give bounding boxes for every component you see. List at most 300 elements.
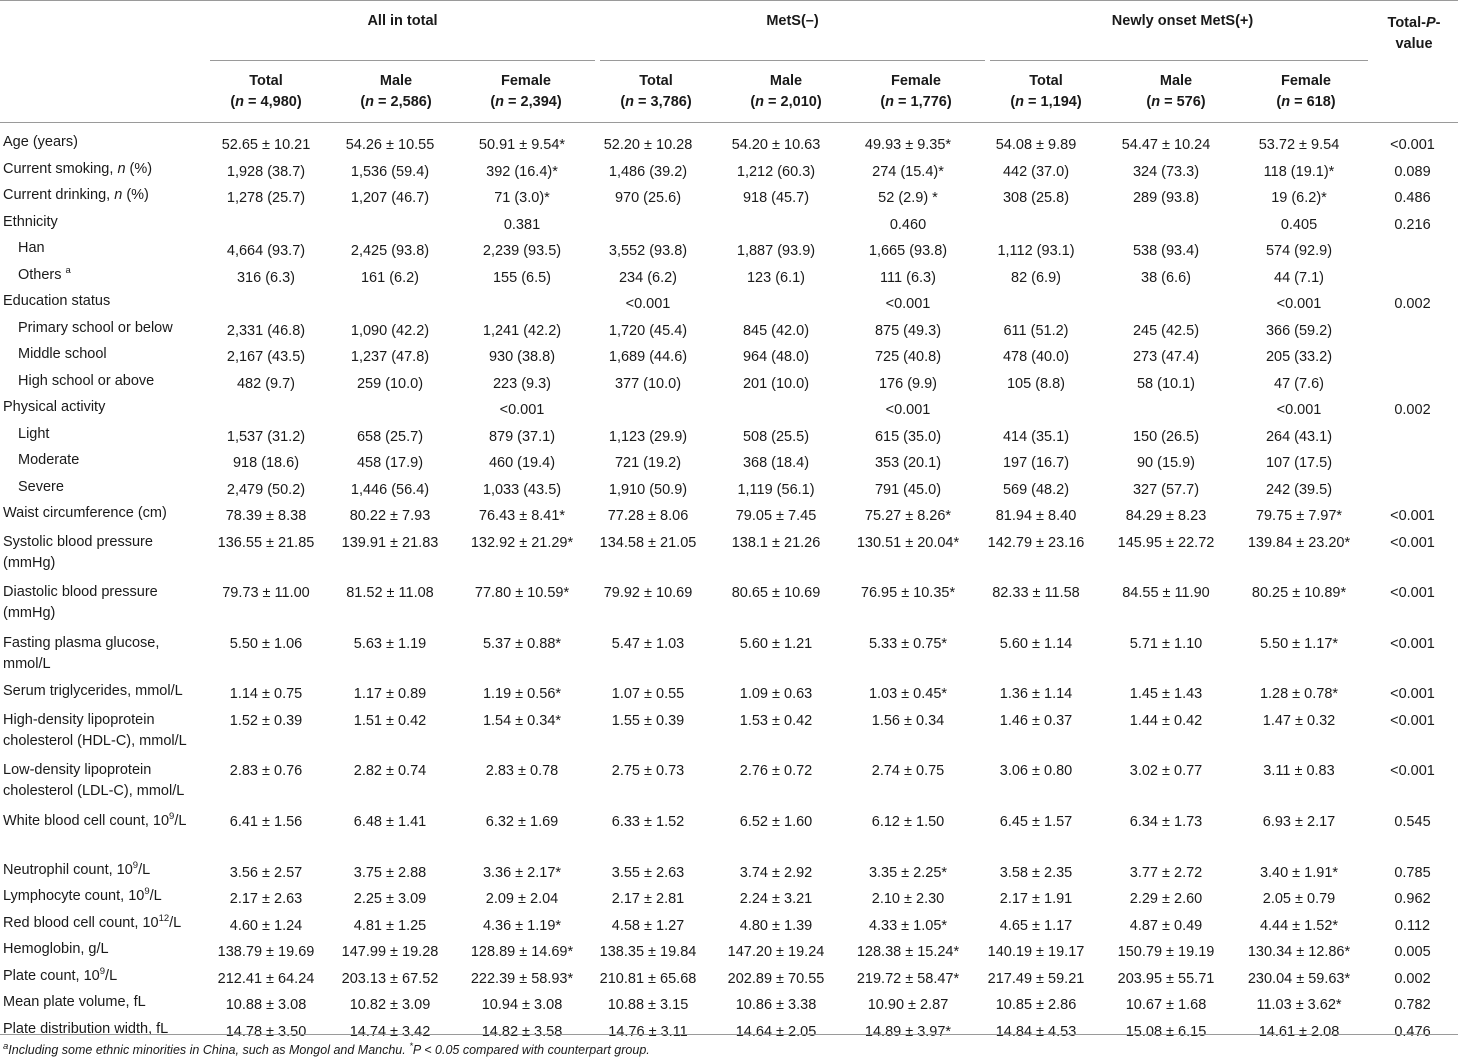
value-cell: 918 (18.6) bbox=[232, 455, 300, 471]
value-cell: 4.36 ± 1.19* bbox=[482, 917, 562, 934]
value-cell: 6.34 ± 1.73 bbox=[1129, 813, 1203, 830]
table-row bbox=[0, 913, 1458, 940]
value-cell: 14.89 ± 3.97* bbox=[864, 1023, 952, 1040]
value-cell: 366 (59.2) bbox=[1265, 322, 1333, 339]
value-cell: 49.93 ± 9.35* bbox=[864, 137, 952, 153]
value-cell: <0.001 bbox=[499, 402, 545, 418]
table-row bbox=[0, 860, 1458, 887]
value-cell: 6.12 ± 1.50 bbox=[871, 813, 945, 830]
value-cell: 1.55 ± 0.39 bbox=[611, 712, 685, 729]
value-cell: 2.17 ± 2.63 bbox=[229, 891, 303, 908]
value-cell: 79.73 ± 11.00 bbox=[222, 585, 310, 602]
subcolumn-n: (n = 1,194) bbox=[1010, 94, 1082, 110]
pvalue-cell bbox=[1367, 238, 1458, 265]
value-cell: 54.47 ± 10.24 bbox=[1121, 137, 1211, 153]
value-cell: 1.56 ± 0.34 bbox=[871, 712, 945, 729]
value-cell: 4.81 ± 1.25 bbox=[353, 917, 427, 934]
value-cell bbox=[207, 397, 325, 424]
value-cell: 3.75 ± 2.88 bbox=[353, 864, 427, 881]
value-cell bbox=[707, 291, 845, 318]
value-cell: 4.80 ± 1.39 bbox=[739, 917, 813, 934]
row-label: Ethnicity bbox=[3, 213, 58, 230]
value-cell: 210.81 ± 65.68 bbox=[599, 970, 697, 987]
value-cell: 3.74 ± 2.92 bbox=[739, 864, 813, 881]
table-row bbox=[0, 992, 1458, 1019]
subcolumn-label: Female bbox=[501, 73, 551, 89]
value-cell: 5.60 ± 1.21 bbox=[739, 635, 813, 652]
value-cell: 50.91 ± 9.54* bbox=[478, 137, 566, 153]
subcolumn-header bbox=[1247, 71, 1365, 113]
value-cell bbox=[971, 212, 1101, 239]
top-rule bbox=[0, 0, 1458, 1]
value-cell bbox=[325, 397, 455, 424]
value-cell: 5.47 ± 1.03 bbox=[611, 635, 685, 652]
pvalue-cell: 0.112 bbox=[1394, 917, 1431, 934]
subcolumn-header bbox=[727, 71, 845, 113]
value-cell: 3.55 ± 2.63 bbox=[611, 864, 685, 881]
value-cell: 611 (51.2) bbox=[1003, 322, 1069, 339]
value-cell: 14.82 ± 3.58 bbox=[481, 1023, 563, 1040]
table-row bbox=[0, 886, 1458, 913]
value-cell: 5.37 ± 0.88* bbox=[482, 635, 562, 652]
value-cell: 130.51 ± 20.04* bbox=[856, 534, 960, 551]
data-table bbox=[0, 132, 1458, 1045]
row-label: White blood cell count, $10^9/L$ bbox=[3, 811, 187, 829]
value-cell bbox=[207, 212, 325, 239]
value-cell: 80.25 ± 10.89* bbox=[1251, 585, 1347, 602]
value-cell: 721 (19.2) bbox=[614, 455, 682, 471]
row-label: Severe bbox=[18, 478, 64, 495]
value-cell: 1,241 (42.2) bbox=[482, 322, 562, 339]
value-cell: 3.77 ± 2.72 bbox=[1129, 864, 1203, 881]
table-row bbox=[0, 185, 1458, 212]
table-row bbox=[0, 159, 1458, 186]
subcolumn-label: Total bbox=[249, 73, 283, 89]
value-cell: 3.36 ± 2.17* bbox=[482, 864, 562, 881]
subcolumn-header bbox=[467, 71, 585, 113]
value-cell: 138.1 ± 21.26 bbox=[731, 534, 821, 551]
value-cell: 80.22 ± 7.93 bbox=[349, 508, 431, 524]
value-cell: 1.51 ± 0.42 bbox=[353, 712, 427, 729]
value-cell: 10.88 ± 3.15 bbox=[607, 997, 689, 1014]
value-cell: 53.72 ± 9.54 bbox=[1258, 137, 1340, 153]
value-cell: 76.43 ± 8.41* bbox=[478, 508, 566, 524]
value-cell: 5.50 ± 1.17* bbox=[1259, 635, 1339, 652]
value-cell: 2.09 ± 2.04 bbox=[485, 891, 559, 908]
value-cell: 44 (7.1) bbox=[1274, 269, 1324, 286]
value-cell: 4.44 ± 1.52* bbox=[1259, 917, 1339, 934]
value-cell: 918 (45.7) bbox=[742, 190, 810, 206]
value-cell: 202.89 ± 70.55 bbox=[727, 970, 825, 987]
group-rule bbox=[600, 60, 985, 61]
value-cell: 482 (9.7) bbox=[236, 375, 296, 392]
value-cell: 658 (25.7) bbox=[356, 428, 424, 445]
value-cell: 273 (47.4) bbox=[1132, 349, 1200, 365]
value-cell: 80.65 ± 10.69 bbox=[731, 585, 821, 602]
subcolumn-label: Male bbox=[769, 73, 803, 89]
row-label: Education status bbox=[3, 293, 111, 309]
value-cell: 128.89 ± 14.69* bbox=[470, 944, 574, 961]
value-cell: <0.001 bbox=[885, 402, 931, 418]
value-cell: 10.85 ± 2.86 bbox=[995, 997, 1077, 1014]
row-label: Plate distribution width, fL bbox=[3, 1020, 169, 1037]
value-cell: 111 (6.3) bbox=[880, 269, 936, 286]
value-cell: 145.95 ± 22.72 bbox=[1117, 534, 1215, 551]
value-cell: 52.20 ± 10.28 bbox=[603, 137, 693, 153]
value-cell: 1.44 ± 0.42 bbox=[1129, 712, 1203, 729]
value-cell: 79.05 ± 7.45 bbox=[735, 508, 817, 524]
row-label: Waist circumference (cm) bbox=[3, 505, 167, 521]
value-cell bbox=[707, 212, 845, 239]
value-cell: 79.75 ± 7.97* bbox=[1255, 508, 1343, 524]
table-row bbox=[0, 318, 1458, 345]
table-row bbox=[0, 809, 1458, 860]
value-cell: 147.20 ± 19.24 bbox=[727, 944, 825, 961]
value-cell: 569 (48.2) bbox=[1002, 481, 1070, 498]
value-cell: 1,486 (39.2) bbox=[608, 163, 688, 180]
value-cell: 1.52 ± 0.39 bbox=[229, 712, 303, 729]
value-cell: 845 (42.0) bbox=[742, 322, 810, 339]
pvalue-cell: <0.001 bbox=[1390, 137, 1435, 153]
value-cell bbox=[207, 291, 325, 318]
table-row bbox=[0, 708, 1458, 759]
table-row bbox=[0, 580, 1458, 631]
value-cell bbox=[325, 291, 455, 318]
pvalue-cell bbox=[1367, 344, 1458, 371]
value-cell: 4.87 ± 0.49 bbox=[1129, 917, 1203, 934]
value-cell: 392 (16.4)* bbox=[486, 163, 558, 180]
value-cell: 2,331 (46.8) bbox=[226, 322, 306, 339]
table-row bbox=[0, 397, 1458, 424]
value-cell: 4,664 (93.7) bbox=[226, 243, 306, 259]
row-label: Lymphocyte count, $10^9/L$ bbox=[3, 886, 162, 905]
value-cell: 84.55 ± 11.90 bbox=[1122, 585, 1210, 602]
value-cell: 6.48 ± 1.41 bbox=[353, 813, 427, 830]
value-cell: 4.65 ± 1.17 bbox=[999, 917, 1073, 934]
value-cell: 1,278 (25.7) bbox=[226, 190, 306, 206]
value-cell: 6.32 ± 1.69 bbox=[485, 813, 559, 830]
value-cell: 1.46 ± 0.37 bbox=[999, 712, 1073, 729]
value-cell: 14.76 ± 3.11 bbox=[608, 1023, 688, 1040]
subcolumn-n: (n = 2,586) bbox=[360, 94, 432, 110]
value-cell: 4.60 ± 1.24 bbox=[229, 917, 303, 934]
value-cell: 2.75 ± 0.73 bbox=[611, 763, 685, 780]
value-cell: 458 (17.9) bbox=[356, 455, 424, 471]
value-cell: 14.64 ± 2.05 bbox=[735, 1023, 817, 1040]
row-label: Middle school bbox=[18, 346, 107, 362]
pvalue-cell: 0.002 bbox=[1394, 296, 1431, 312]
value-cell: 10.82 ± 3.09 bbox=[349, 997, 431, 1014]
value-cell: 82.33 ± 11.58 bbox=[992, 585, 1080, 602]
subcolumn-n: (n = 2,010) bbox=[750, 94, 822, 110]
subcolumn-label: Total bbox=[639, 73, 673, 89]
value-cell bbox=[1101, 212, 1231, 239]
pvalue-cell: 0.005 bbox=[1394, 944, 1431, 961]
group-header-all: All in total bbox=[367, 13, 438, 29]
value-cell: 15.08 ± 6.15 bbox=[1125, 1023, 1207, 1040]
value-cell: 970 (25.6) bbox=[614, 190, 682, 206]
value-cell: 1.09 ± 0.63 bbox=[739, 686, 813, 703]
value-cell: 5.63 ± 1.19 bbox=[353, 635, 427, 652]
group-rule bbox=[210, 60, 595, 61]
value-cell: 230.04 ± 59.63* bbox=[1247, 970, 1351, 987]
value-cell: 203.13 ± 67.52 bbox=[341, 970, 439, 987]
value-cell bbox=[971, 291, 1101, 318]
value-cell: 150 (26.5) bbox=[1132, 428, 1200, 445]
row-label: Low-density lipoprotein cholesterol (LDL-C), mmol/L bbox=[3, 762, 185, 800]
value-cell: 0.405 bbox=[1280, 216, 1318, 233]
value-cell: 2.83 ± 0.76 bbox=[229, 763, 303, 780]
value-cell: 1,928 (38.7) bbox=[226, 163, 306, 180]
footnote: $^a$Including some ethnic minorities in China, such as Mongol and Manchu. *P < 0.05 compared with counterpart group. bbox=[3, 1040, 650, 1057]
value-cell: 2.25 ± 3.09 bbox=[353, 891, 427, 908]
value-cell: 3,552 (93.8) bbox=[608, 243, 688, 259]
value-cell: 2,479 (50.2) bbox=[226, 481, 306, 498]
value-cell: 107 (17.5) bbox=[1265, 455, 1333, 471]
value-cell: 54.26 ± 10.55 bbox=[345, 137, 435, 153]
row-label: Physical activity bbox=[3, 399, 106, 415]
value-cell: 414 (35.1) bbox=[1002, 428, 1070, 445]
value-cell: <0.001 bbox=[1276, 296, 1322, 312]
pvalue-cell bbox=[1367, 450, 1458, 477]
value-cell: 222.39 ± 58.93* bbox=[470, 970, 574, 987]
value-cell: 353 (20.1) bbox=[874, 455, 942, 471]
value-cell: 10.88 ± 3.08 bbox=[225, 997, 307, 1014]
pvalue-cell: 0.782 bbox=[1394, 997, 1431, 1014]
row-label: Diastolic blood pressure (mmHg) bbox=[3, 584, 158, 622]
value-cell: 1.53 ± 0.42 bbox=[739, 712, 813, 729]
value-cell: 791 (45.0) bbox=[874, 481, 942, 498]
value-cell: 1,665 (93.8) bbox=[868, 243, 948, 259]
row-label: Hemoglobin, g/L bbox=[3, 941, 109, 958]
value-cell: 2,167 (43.5) bbox=[226, 349, 306, 365]
value-cell: 1,237 (47.8) bbox=[350, 349, 430, 365]
table-row bbox=[0, 238, 1458, 265]
value-cell: 1,537 (31.2) bbox=[226, 428, 306, 445]
table-row bbox=[0, 424, 1458, 451]
table-row bbox=[0, 631, 1458, 682]
group-header-mets-pos: Newly onset MetS(+) bbox=[1111, 13, 1254, 29]
value-cell: 223 (9.3) bbox=[492, 375, 552, 392]
value-cell: 3.02 ± 0.77 bbox=[1129, 763, 1203, 780]
value-cell: 1.03 ± 0.45* bbox=[868, 686, 948, 703]
subcolumn-label: Female bbox=[1281, 73, 1331, 89]
value-cell: 4.33 ± 1.05* bbox=[868, 917, 948, 934]
value-cell: 3.11 ± 0.83 bbox=[1263, 763, 1335, 780]
pvalue-cell: 0.089 bbox=[1394, 163, 1431, 180]
value-cell: 3.40 ± 1.91* bbox=[1259, 864, 1339, 881]
value-cell: 90 (15.9) bbox=[1136, 455, 1196, 471]
subcolumn-n: (n = 1,776) bbox=[880, 94, 952, 110]
value-cell: 47 (7.6) bbox=[1274, 375, 1324, 392]
row-label: Mean plate volume, fL bbox=[3, 994, 146, 1011]
value-cell: 0.381 bbox=[503, 216, 541, 233]
subcolumn-label: Total bbox=[1029, 73, 1063, 89]
row-label: Plate count, $10^9/L$ bbox=[3, 965, 118, 984]
value-cell: 2.83 ± 0.78 bbox=[485, 763, 559, 780]
value-cell: 138.79 ± 19.69 bbox=[217, 944, 315, 961]
pvalue-cell: <0.001 bbox=[1390, 763, 1435, 780]
value-cell: 10.90 ± 2.87 bbox=[867, 997, 949, 1014]
subcolumn-label: Female bbox=[891, 73, 941, 89]
value-cell: 1.36 ± 1.14 bbox=[999, 686, 1073, 703]
table-row bbox=[0, 344, 1458, 371]
pvalue-cell bbox=[1367, 318, 1458, 345]
value-cell: 1,720 (45.4) bbox=[608, 322, 688, 339]
pvalue-cell: <0.001 bbox=[1390, 712, 1435, 729]
value-cell: 324 (73.3) bbox=[1132, 163, 1200, 180]
table-row bbox=[0, 477, 1458, 504]
value-cell: 478 (40.0) bbox=[1002, 349, 1070, 365]
row-label: Current drinking, n (%) bbox=[3, 187, 149, 203]
value-cell: 2.17 ± 1.91 bbox=[999, 891, 1073, 908]
value-cell: 3.56 ± 2.57 bbox=[229, 864, 303, 881]
subcolumn-header bbox=[337, 71, 455, 113]
value-cell: 5.33 ± 0.75* bbox=[868, 635, 948, 652]
pvalue-cell: 0.486 bbox=[1394, 190, 1431, 206]
value-cell: 2.29 ± 2.60 bbox=[1129, 891, 1203, 908]
row-label: Primary school or below bbox=[18, 319, 173, 336]
value-cell: 316 (6.3) bbox=[236, 269, 296, 286]
value-cell: 5.60 ± 1.14 bbox=[999, 635, 1073, 652]
table-row bbox=[0, 450, 1458, 477]
value-cell: 150.79 ± 19.19 bbox=[1117, 944, 1215, 961]
value-cell: 1,212 (60.3) bbox=[736, 163, 816, 180]
value-cell: 725 (40.8) bbox=[874, 349, 942, 365]
value-cell: 574 (92.9) bbox=[1265, 243, 1333, 259]
value-cell: <0.001 bbox=[885, 296, 931, 312]
subcolumn-n: (n = 618) bbox=[1276, 94, 1336, 110]
value-cell: 52 (2.9) * bbox=[878, 190, 938, 206]
value-cell: 1,207 (46.7) bbox=[350, 190, 430, 206]
subcolumn-n: (n = 576) bbox=[1146, 94, 1206, 110]
value-cell: 197 (16.7) bbox=[1002, 455, 1070, 471]
value-cell: 134.58 ± 21.05 bbox=[599, 534, 697, 551]
value-cell bbox=[971, 397, 1101, 424]
subcolumn-n: (n = 2,394) bbox=[490, 94, 562, 110]
value-cell: 1,910 (50.9) bbox=[608, 481, 688, 498]
value-cell: 176 (9.9) bbox=[878, 375, 938, 392]
value-cell: 81.94 ± 8.40 bbox=[995, 508, 1077, 524]
value-cell: 58 (10.1) bbox=[1136, 375, 1196, 392]
pvalue-cell bbox=[1367, 371, 1458, 398]
row-label: Light bbox=[18, 425, 50, 442]
value-cell: 460 (19.4) bbox=[488, 455, 556, 471]
pvalue-cell bbox=[1367, 265, 1458, 292]
bottom-rule bbox=[0, 1034, 1458, 1035]
value-cell: 1.14 ± 0.75 bbox=[229, 686, 303, 703]
value-cell: 1,112 (93.1) bbox=[997, 243, 1075, 259]
value-cell: <0.001 bbox=[1276, 402, 1322, 418]
value-cell: 11.03 ± 3.62* bbox=[1256, 997, 1342, 1014]
value-cell: 259 (10.0) bbox=[356, 375, 424, 392]
value-cell: 79.92 ± 10.69 bbox=[603, 585, 693, 602]
value-cell: 139.84 ± 23.20* bbox=[1247, 534, 1351, 551]
value-cell: 71 (3.0)* bbox=[494, 190, 550, 206]
value-cell: 128.38 ± 15.24* bbox=[856, 944, 960, 961]
value-cell: 10.86 ± 3.38 bbox=[735, 997, 817, 1014]
value-cell: 3.06 ± 0.80 bbox=[999, 763, 1073, 780]
value-cell: 14.78 ± 3.50 bbox=[225, 1023, 307, 1040]
value-cell: 1.45 ± 1.43 bbox=[1129, 686, 1203, 703]
subcolumn-n: (n = 4,980) bbox=[230, 94, 302, 110]
value-cell: 78.39 ± 8.38 bbox=[225, 508, 307, 524]
value-cell: 1.54 ± 0.34* bbox=[482, 712, 562, 729]
value-cell: 10.94 ± 3.08 bbox=[481, 997, 563, 1014]
value-cell: 930 (38.8) bbox=[488, 349, 556, 365]
value-cell: 264 (43.1) bbox=[1265, 428, 1333, 445]
value-cell: 132.92 ± 21.29* bbox=[470, 534, 574, 551]
value-cell bbox=[589, 212, 707, 239]
value-cell bbox=[1101, 291, 1231, 318]
table-row bbox=[0, 371, 1458, 398]
value-cell: 1,033 (43.5) bbox=[482, 481, 562, 498]
value-cell: 1,536 (59.4) bbox=[350, 163, 430, 180]
pvalue-cell bbox=[1367, 477, 1458, 504]
value-cell: 1,090 (42.2) bbox=[350, 322, 430, 339]
value-cell: 205 (33.2) bbox=[1265, 349, 1333, 365]
table-row bbox=[0, 681, 1458, 708]
value-cell: 76.95 ± 10.35* bbox=[860, 585, 956, 602]
value-cell: 1,689 (44.6) bbox=[608, 349, 688, 365]
value-cell: 140.19 ± 19.17 bbox=[987, 944, 1085, 961]
value-cell: 123 (6.1) bbox=[746, 269, 806, 286]
table-row bbox=[0, 758, 1458, 809]
value-cell: 2.74 ± 0.75 bbox=[871, 763, 945, 780]
pvalue-cell: 0.476 bbox=[1394, 1023, 1431, 1040]
value-cell: 118 (19.1)* bbox=[1263, 163, 1335, 180]
value-cell: 54.08 ± 9.89 bbox=[995, 137, 1077, 153]
table-row bbox=[0, 265, 1458, 292]
value-cell: 82 (6.9) bbox=[1011, 269, 1061, 286]
value-cell: 234 (6.2) bbox=[618, 269, 678, 286]
pvalue-cell: 0.962 bbox=[1394, 891, 1431, 908]
value-cell: 327 (57.7) bbox=[1132, 481, 1200, 498]
value-cell: 4.58 ± 1.27 bbox=[611, 917, 685, 934]
value-cell: 84.29 ± 8.23 bbox=[1125, 508, 1207, 524]
value-cell: 1.28 ± 0.78* bbox=[1259, 686, 1339, 703]
value-cell: 14.84 ± 4.53 bbox=[995, 1023, 1077, 1040]
value-cell: 203.95 ± 55.71 bbox=[1117, 970, 1215, 987]
value-cell: 242 (39.5) bbox=[1265, 481, 1333, 498]
subcolumn-header bbox=[597, 71, 715, 113]
value-cell: 2,239 (93.5) bbox=[482, 243, 562, 259]
pvalue-cell: 0.785 bbox=[1394, 864, 1431, 881]
value-cell bbox=[707, 397, 845, 424]
value-cell: 0.460 bbox=[889, 216, 927, 233]
row-label: High school or above bbox=[18, 372, 155, 389]
value-cell: 14.61 ± 2.08 bbox=[1258, 1023, 1340, 1040]
pvalue-cell: 0.002 bbox=[1394, 402, 1431, 418]
pvalue-cell: 0.545 bbox=[1394, 813, 1431, 830]
pvalue-cell: 0.002 bbox=[1394, 970, 1431, 987]
value-cell: 3.58 ± 2.35 bbox=[999, 864, 1073, 881]
value-cell: 38 (6.6) bbox=[1141, 269, 1191, 286]
row-label: Current smoking, n (%) bbox=[3, 160, 153, 177]
value-cell: 2.10 ± 2.30 bbox=[871, 891, 945, 908]
value-cell: 6.93 ± 2.17 bbox=[1262, 813, 1336, 830]
value-cell: 81.52 ± 11.08 bbox=[346, 585, 434, 602]
table-row bbox=[0, 291, 1458, 318]
pvalue-cell bbox=[1367, 424, 1458, 451]
value-cell: 77.80 ± 10.59* bbox=[474, 585, 570, 602]
value-cell: 1,887 (93.9) bbox=[736, 243, 816, 259]
value-cell: 201 (10.0) bbox=[742, 375, 810, 392]
value-cell: 1,123 (29.9) bbox=[608, 428, 688, 445]
value-cell: 1,446 (56.4) bbox=[350, 481, 430, 498]
value-cell: 1.07 ± 0.55 bbox=[611, 686, 685, 703]
pvalue-cell: 0.216 bbox=[1394, 216, 1431, 233]
